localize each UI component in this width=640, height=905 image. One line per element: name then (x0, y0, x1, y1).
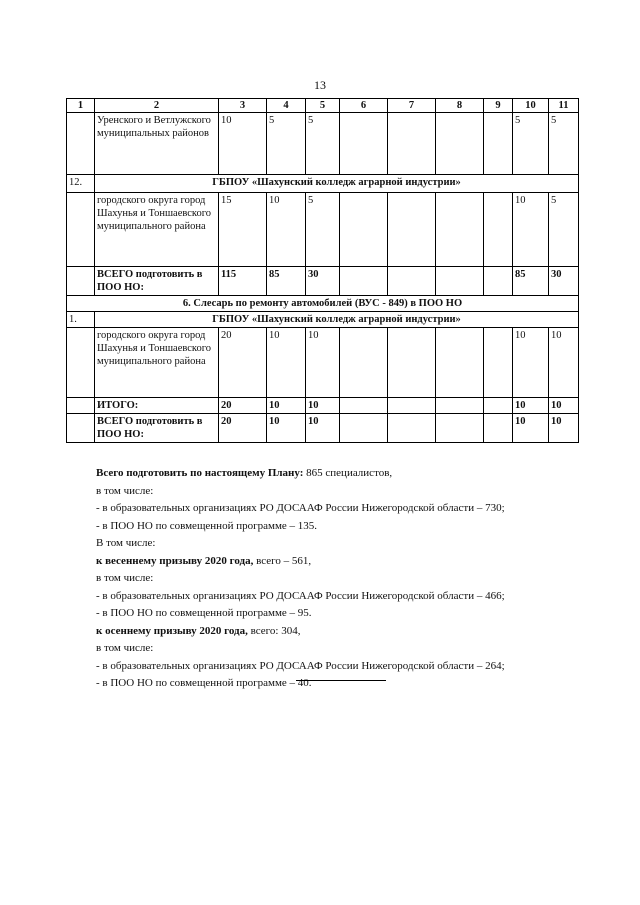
total-cell: 30 (549, 267, 579, 296)
table-row (67, 328, 579, 398)
value-cell: 10 (513, 328, 549, 398)
plan-table (66, 98, 579, 443)
summary-line: к осеннему призыву 2020 года, всего: 304, (96, 624, 301, 637)
value-cell: 10 (219, 113, 267, 175)
summary-line: - в ПОО НО по совмещенной программе – 40. (96, 677, 312, 689)
value-cell: 5 (267, 113, 306, 175)
section-title: 6. Слесарь по ремонту автомобилей (ВУС - 849) в ПОО НО (67, 296, 579, 312)
summary-line: - в ПОО НО по совмещенной программе – 95. (96, 607, 312, 619)
summary-bold: к осеннему призыву 2020 года, (96, 624, 248, 637)
summary-block (96, 465, 586, 693)
summary-line: Всего подготовить по настоящему Плану: 865 специалистов, (96, 467, 393, 479)
org-name: ГБПОУ «Шахунский колледж аграрной индустрии» (95, 175, 579, 193)
total-cell: 85 (513, 267, 549, 296)
end-divider (296, 680, 386, 681)
org-name: ГБПОУ «Шахунский колледж аграрной индустрии» (95, 312, 579, 328)
total-cell: 20 (219, 398, 267, 414)
value-cell: 10 (267, 193, 306, 267)
total-cell: 10 (306, 398, 340, 414)
total-cell: 85 (267, 267, 306, 296)
total-cell: 10 (549, 398, 579, 414)
summary-line: - в образовательных организациях РО ДОСААФ России Нижегородской области – 264; (96, 659, 505, 672)
summary-line: к весеннему призыву 2020 года, всего – 561, (96, 554, 312, 567)
org-row (67, 312, 579, 328)
col-header: 6 (340, 99, 388, 113)
value-cell: 10 (267, 328, 306, 398)
summary-line: - в образовательных организациях РО ДОСААФ России Нижегородской области – 466; (96, 589, 505, 602)
total-label: ВСЕГО подготовить в ПОО НО: (95, 414, 219, 443)
value-cell: 20 (219, 328, 267, 398)
table-row (67, 113, 579, 175)
summary-bold: Всего подготовить по настоящему Плану: (96, 467, 304, 479)
value-cell: 15 (219, 193, 267, 267)
summary-line: в том числе: (96, 642, 154, 654)
total-cell: 10 (267, 398, 306, 414)
col-header: 3 (219, 99, 267, 113)
table-row (67, 193, 579, 267)
total-cell: 10 (549, 414, 579, 443)
col-header: 1 (67, 99, 95, 113)
summary-line: в том числе: (96, 572, 154, 584)
total-label: ВСЕГО подготовить в ПОО НО: (95, 267, 219, 296)
value-cell: 5 (513, 113, 549, 175)
value-cell: 10 (513, 193, 549, 267)
district-cell: городского округа город Шахунья и Тоншаевского муниципального района (95, 193, 219, 267)
section-row (67, 296, 579, 312)
total-row (67, 414, 579, 443)
total-row (67, 267, 579, 296)
total-cell: 30 (306, 267, 340, 296)
page-number: 13 (314, 78, 326, 92)
total-cell: 115 (219, 267, 267, 296)
col-header: 11 (549, 99, 579, 113)
summary-line: - в ПОО НО по совмещенной программе – 135. (96, 519, 318, 532)
itogo-label: ИТОГО: (95, 398, 219, 414)
total-cell: 10 (513, 414, 549, 443)
summary-line: В том числе: (96, 537, 156, 549)
col-header: 9 (484, 99, 513, 113)
summary-bold: к весеннему призыву 2020 года, (96, 554, 254, 567)
value-cell: 5 (306, 193, 340, 267)
summary-line: в том числе: (96, 484, 154, 497)
col-header: 4 (267, 99, 306, 113)
row-number: 1. (67, 312, 95, 328)
value-cell: 5 (306, 113, 340, 175)
value-cell: 5 (549, 113, 579, 175)
col-header: 5 (306, 99, 340, 113)
col-header: 8 (436, 99, 484, 113)
org-row (67, 175, 579, 193)
district-cell: Уренского и Ветлужского муниципальных районов (95, 113, 219, 175)
value-cell: 10 (549, 328, 579, 398)
itogo-row (67, 398, 579, 414)
total-cell: 10 (513, 398, 549, 414)
total-cell: 10 (267, 414, 306, 443)
row-number: 12. (67, 175, 95, 193)
summary-line: - в образовательных организациях РО ДОСААФ России Нижегородской области – 730; (96, 502, 505, 514)
total-cell: 20 (219, 414, 267, 443)
col-header: 2 (95, 99, 219, 113)
district-cell: городского округа город Шахунья и Тоншаевского муниципального района (95, 328, 219, 398)
col-header: 10 (513, 99, 549, 113)
header-row (67, 99, 579, 113)
col-header: 7 (388, 99, 436, 113)
value-cell: 5 (549, 193, 579, 267)
value-cell: 10 (306, 328, 340, 398)
total-cell: 10 (306, 414, 340, 443)
